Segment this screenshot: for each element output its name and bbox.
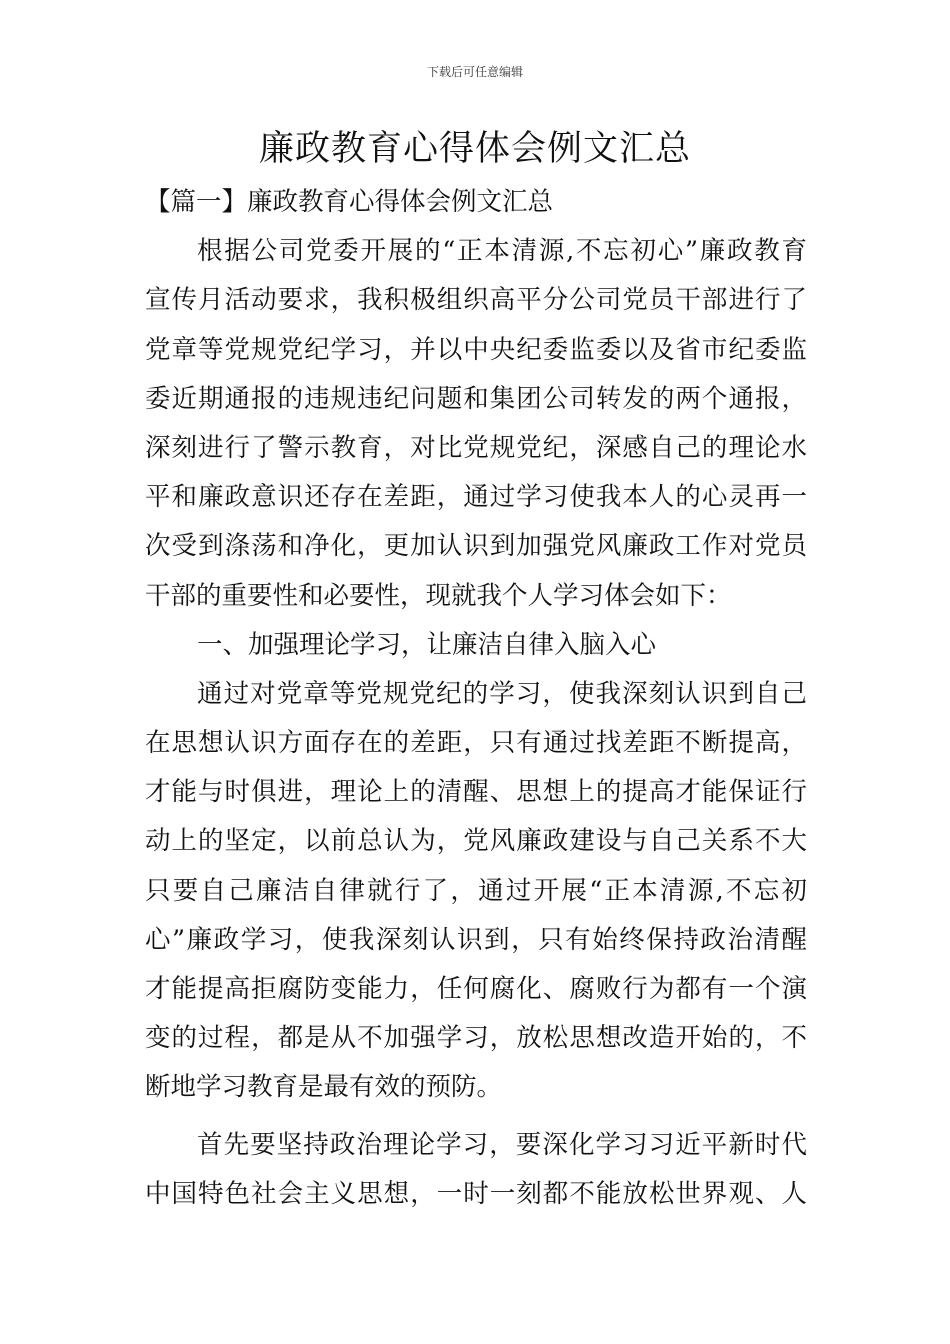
- subheading: [145, 621, 807, 670]
- paragraph-gap: [145, 1113, 807, 1121]
- paragraph-line: 只要自己廉洁自律就行了，通过开展“正本清源,不忘初: [145, 875, 807, 906]
- paragraph-line: 变的过程，都是从不加强学习，放松思想改造开始的，不: [145, 1023, 807, 1054]
- paragraph-line: 通过对党章等党规党纪的学习，使我深刻认识到自己: [197, 678, 807, 709]
- paragraph-line: 断地学习教育是最有效的预防。: [145, 1072, 503, 1103]
- paragraph-line: 动上的坚定，以前总认为，党风廉政建设与自己关系不大: [145, 826, 807, 857]
- paragraph-line: 中国特色社会主义思想，一时一刻都不能放松世界观、人: [145, 1178, 807, 1209]
- paragraph-line: 在思想认识方面存在的差距，只有通过找差距不断提高，: [145, 728, 807, 759]
- header-note: 下载后可任意编辑: [426, 65, 523, 79]
- paragraph: [145, 670, 807, 1113]
- paragraph-line: 党章等党规党纪学习，并以中央纪委监委以及省市纪委监: [145, 334, 807, 365]
- paragraph-line: 委近期通报的违规违纪问题和集团公司转发的两个通报，: [145, 383, 807, 414]
- paragraph: [145, 227, 807, 621]
- subheading-line: 一、加强理论学习，让廉洁自律入脑入心: [197, 629, 657, 660]
- paragraph-line: 干部的重要性和必要性，现就我个人学习体会如下：: [145, 580, 732, 611]
- paragraph-line: 宣传月活动要求，我积极组织高平分公司党员干部进行了: [145, 285, 807, 316]
- paragraph-line: 心”廉政学习，使我深刻认识到，只有始终保持政治清醒: [145, 924, 807, 955]
- paragraph-line: 次受到涤荡和净化，更加认识到加强党风廉政工作对党员: [145, 531, 807, 562]
- paragraph-line: 根据公司党委开展的“正本清源,不忘初心”廉政教育: [197, 236, 807, 267]
- paragraph: [145, 1121, 807, 1219]
- paragraph-line: 深刻进行了警示教育，对比党规党纪，深感自己的理论水: [145, 432, 807, 463]
- paragraph-line: 首先要坚持政治理论学习，要深化学习习近平新时代: [197, 1129, 807, 1160]
- paragraph-line: 才能提高拒腐防变能力，任何腐化、腐败行为都有一个演: [145, 974, 807, 1004]
- document-body: [145, 178, 807, 1219]
- paragraph-line: 平和廉政意识还存在差距，通过学习使我本人的心灵再一: [145, 482, 807, 513]
- document-title: 廉政教育心得体会例文汇总: [258, 129, 691, 169]
- section-heading: 【篇一】廉政教育心得体会例文汇总: [145, 187, 554, 217]
- paragraph-line: 才能与时俱进，理论上的清醒、思想上的提高才能保证行: [145, 777, 807, 808]
